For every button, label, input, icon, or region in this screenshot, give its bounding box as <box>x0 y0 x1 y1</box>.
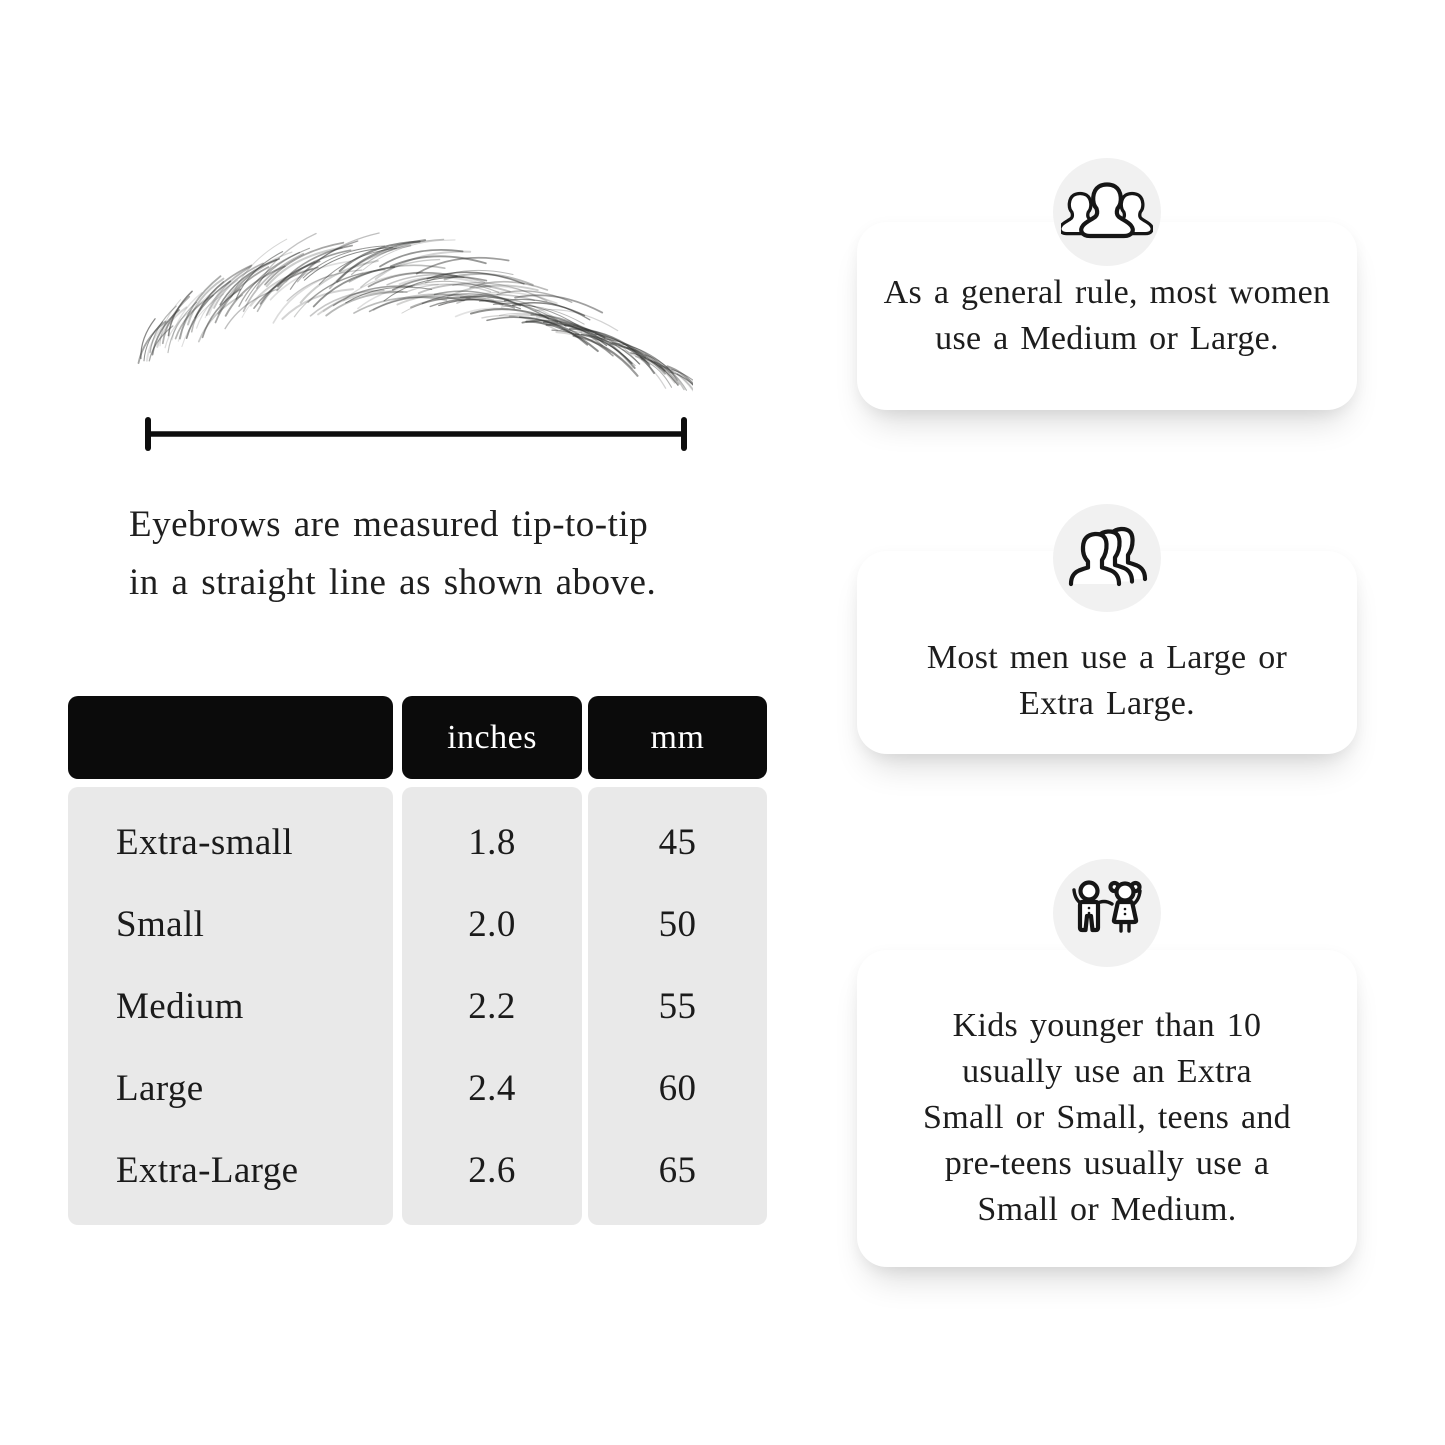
table-cell-inches: 1.8 <box>468 821 516 863</box>
header-cell-size <box>68 696 393 779</box>
card-line: Most men use a Large or <box>926 638 1288 676</box>
card-text-men <box>857 551 1357 754</box>
table-cell-inches: 2.0 <box>468 903 516 945</box>
table-row-label: Extra-Large <box>116 1149 299 1191</box>
measurement-caption <box>129 496 769 612</box>
inches-column <box>402 787 582 1225</box>
card-line: usually use an Extra <box>962 1052 1252 1090</box>
table-cell-mm: 55 <box>658 985 697 1027</box>
card-line: Extra Large. <box>1019 684 1195 722</box>
card-line: pre-teens usually use a <box>944 1144 1270 1182</box>
size-table <box>68 696 769 1225</box>
eyebrow-sketch-svg <box>123 232 693 407</box>
header-cell-inches: inches <box>402 696 582 779</box>
measurement-line <box>142 417 690 451</box>
caption-line-2: in a straight line as shown above. <box>129 562 657 603</box>
card-line: As a general rule, most women <box>883 274 1331 311</box>
table-cell-inches: 2.4 <box>468 1067 516 1109</box>
card-line: Kids younger than 10 <box>952 1006 1262 1044</box>
table-cell-inches: 2.2 <box>468 985 516 1027</box>
table-row-label: Medium <box>116 985 244 1027</box>
children-icon <box>1068 878 1146 949</box>
card-text-women <box>857 222 1357 410</box>
table-cell-mm: 60 <box>658 1067 697 1109</box>
table-row-label: Extra-small <box>116 821 294 863</box>
size-label-column <box>68 787 393 1225</box>
card-line: Small or Small, teens and <box>923 1098 1291 1136</box>
table-cell-inches: 2.6 <box>468 1149 516 1191</box>
header-cell-mm: mm <box>588 696 767 779</box>
info-card-kids <box>857 950 1357 1267</box>
caption-line-1: Eyebrows are measured tip-to-tip <box>129 504 649 545</box>
table-row-label: Large <box>116 1067 204 1109</box>
eyebrow-illustration <box>123 232 693 407</box>
table-cell-mm: 65 <box>658 1149 697 1191</box>
card-line: use a Medium or Large. <box>935 320 1279 357</box>
mm-column <box>588 787 767 1225</box>
card-line: Small or Medium. <box>977 1190 1237 1228</box>
card-text-kids <box>857 950 1357 1267</box>
table-cell-mm: 50 <box>658 903 697 945</box>
info-card-men <box>857 551 1357 754</box>
table-row-label: Small <box>116 903 205 945</box>
table-cell-mm: 45 <box>658 821 697 863</box>
info-card-women <box>857 222 1357 410</box>
